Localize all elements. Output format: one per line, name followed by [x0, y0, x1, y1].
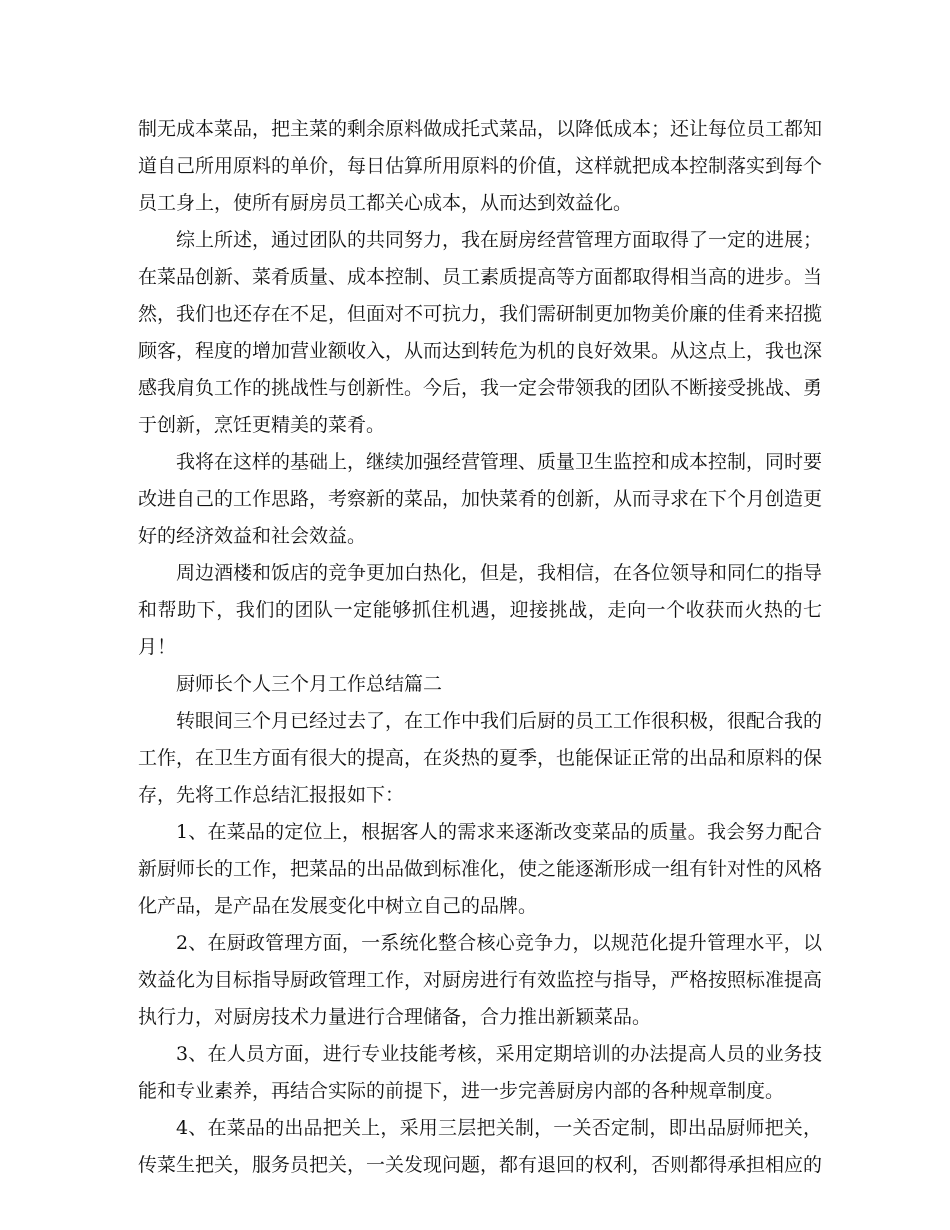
list-item-4: 4、在菜品的出品把关上，采用三层把关制，一关否定制，即出品厨师把关，传菜生把关，服务员把关，一关发现问题，都有退回的权利，否则都得承担相应的	[138, 1117, 823, 1176]
section-heading: 厨师长个人三个月工作总结篇二	[176, 673, 443, 695]
paragraph-future-plan: 我将在这样的基础上，继续加强经营管理、质量卫生监控和成本控制，同时要改进自己的工作思路，考察新的菜品，加快菜肴的创新，从而寻求在下个月创造更好的经济效益和社会效益。	[138, 451, 823, 547]
paragraph-cost-control-continued: 制无成本菜品，把主菜的剩余原料做成托式菜品，以降低成本；还让每位员工都知道自己所用原料的单价，每日估算所用原料的价值，这样就把成本控制落实到每个员工身上，使所有厨房员工都关心成本，从而达到效益化。	[138, 118, 823, 214]
list-item-1: 1、在菜品的定位上，根据客人的需求来逐渐改变菜品的质量。我会努力配合新厨师长的工作，把菜品的出品做到标准化，使之能逐渐形成一组有针对性的风格化产品，是产品在发展变化中树立自己的品牌。	[138, 821, 823, 917]
paragraph-intro: 转眼间三个月已经过去了，在工作中我们后厨的员工工作很积极，很配合我的工作，在卫生方面有很大的提高，在炎热的夏季，也能保证正常的出品和原料的保存，先将工作总结汇报报如下：	[138, 710, 823, 806]
document-body	[138, 111, 822, 1184]
list-item-3: 3、在人员方面，进行专业技能考核，采用定期培训的办法提高人员的业务技能和专业素养，再结合实际的前提下，进一步完善厨房内部的各种规章制度。	[138, 1043, 822, 1102]
paragraph-summary: 综上所述，通过团队的共同努力，我在厨房经营管理方面取得了一定的进展；在菜品创新、菜肴质量、成本控制、员工素质提高等方面都取得相当高的进步。当然，我们也还存在不足，但面对不可抗力，我们需研制更加物美价廉的佳肴来招揽顾客，程度的增加营业额收入，从而达到转危为机的良好效果。从这点上，我也深感我肩负工作的挑战性与创新性。今后，我一定会带领我的团队不断接受挑战、勇于创新，烹饪更精美的菜肴。	[138, 229, 823, 436]
paragraph-competition: 周边酒楼和饭店的竞争更加白热化，但是，我相信，在各位领导和同仁的指导和帮助下，我们的团队一定能够抓住机遇，迎接挑战，走向一个收获而火热的七月！	[138, 562, 823, 658]
list-item-2: 2、在厨政管理方面，一系统化整合核心竞争力，以规范化提升管理水平，以效益化为目标指导厨政管理工作，对厨房进行有效监控与指导，严格按照标准提高执行力，对厨房技术力量进行合理储备，合力推出新颖菜品。	[138, 932, 823, 1028]
